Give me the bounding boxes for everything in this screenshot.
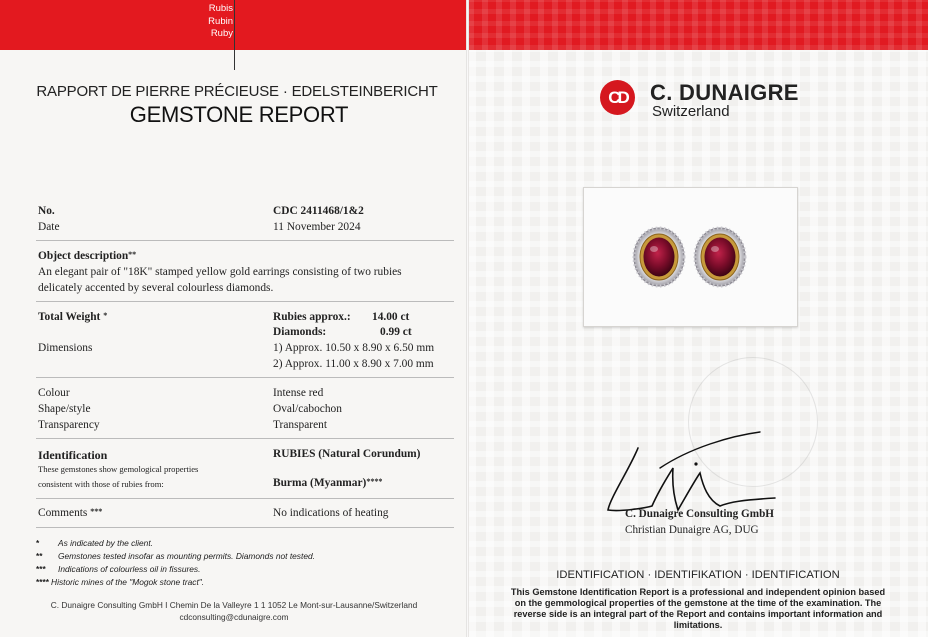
tab-line-de: Rubin bbox=[208, 15, 233, 27]
divider bbox=[36, 498, 454, 499]
shape-value: Oval/cabochon bbox=[273, 403, 342, 415]
object-description-text: Object description bbox=[38, 250, 129, 262]
divider bbox=[36, 301, 454, 302]
footnote-mark: ** bbox=[36, 551, 43, 561]
footnote-text: As indicated by the client. bbox=[58, 538, 153, 548]
footnote-4 bbox=[36, 577, 204, 587]
total-weight-label bbox=[38, 311, 107, 323]
total-weight-text: Total Weight bbox=[38, 311, 101, 323]
brand-name: C. DUNAIGRE bbox=[650, 80, 799, 105]
comments-text: Comments bbox=[38, 507, 88, 519]
report-number-label: No. bbox=[38, 205, 55, 217]
footnote-2 bbox=[36, 551, 315, 561]
footnote-text: Gemstones tested insofar as mounting permits. Diamonds not tested. bbox=[58, 551, 315, 561]
diamonds-weight-label: Diamonds: bbox=[273, 326, 327, 338]
origin-value bbox=[273, 477, 382, 489]
identification-value: RUBIES (Natural Corundum) bbox=[273, 448, 421, 460]
footnote-3 bbox=[36, 564, 200, 574]
footnote-text: Indications of colourless oil in fissures. bbox=[58, 564, 201, 574]
divider bbox=[36, 240, 454, 241]
brand-country: Switzerland bbox=[652, 103, 730, 120]
divider bbox=[36, 377, 454, 378]
origin-mark: **** bbox=[366, 477, 383, 486]
identification-statement: This Gemstone Identification Report is a professional and independent opinion based on the gemmological properties of the gemstone at the time of the examination. The reverse side is an integral part of the Report and contains important information and limitations. bbox=[510, 587, 886, 630]
footnote-mark: **** bbox=[36, 577, 50, 587]
signatory-person: Christian Dunaigre AG, DUG bbox=[625, 524, 759, 536]
object-description-label bbox=[38, 250, 136, 262]
footnote-mark: *** bbox=[36, 564, 46, 574]
signatory-company: C. Dunaigre Consulting GmbH bbox=[625, 508, 774, 520]
colour-value: Intense red bbox=[273, 387, 324, 399]
diamonds-weight-value: 0.99 ct bbox=[380, 326, 412, 338]
dimensions-label: Dimensions bbox=[38, 342, 93, 354]
red-header-band-right bbox=[468, 0, 928, 50]
right-page bbox=[468, 50, 928, 637]
right-earring bbox=[695, 228, 745, 286]
divider bbox=[36, 527, 454, 528]
comments-value: No indications of heating bbox=[273, 507, 389, 519]
rubies-weight-value: 14.00 ct bbox=[372, 311, 410, 323]
footnote-mark: * bbox=[36, 538, 40, 548]
tab-line-en: Ruby bbox=[210, 28, 233, 39]
identification-note-line-2: consistent with those of rubies from: bbox=[38, 479, 164, 489]
left-earring bbox=[634, 228, 684, 286]
footer-email[interactable]: cdconsulting@cdunaigre.com bbox=[179, 612, 289, 622]
rubies-weight-label: Rubies approx.: bbox=[273, 311, 351, 323]
gem-type-tab bbox=[203, 3, 233, 41]
report-subtitle: RAPPORT DE PIERRE PRÉCIEUSE · EDELSTEINBERICHT bbox=[36, 83, 438, 100]
report-date-label: Date bbox=[38, 221, 60, 233]
dimensions-value-2: 2) Approx. 11.00 x 8.90 x 7.00 mm bbox=[273, 358, 434, 370]
report-number-value: CDC 2411468/1&2 bbox=[273, 205, 364, 217]
earrings-illustration bbox=[584, 188, 797, 326]
origin-text: Burma (Myanmar) bbox=[273, 477, 367, 489]
divider bbox=[36, 438, 454, 439]
dimensions-value-1: 1) Approx. 10.50 x 8.90 x 6.50 mm bbox=[273, 342, 435, 354]
identification-note-line-1: These gemstones show gemological properties bbox=[38, 464, 199, 474]
tab-divider bbox=[234, 0, 235, 70]
earrings-photo bbox=[583, 187, 798, 327]
colour-label: Colour bbox=[38, 387, 70, 399]
shape-label: Shape/style bbox=[38, 403, 91, 415]
brand-logo-icon: CD bbox=[600, 80, 635, 115]
report-date-value: 11 November 2024 bbox=[273, 221, 361, 233]
tab-line-fr: Rubis bbox=[208, 3, 233, 14]
transparency-value: Transparent bbox=[273, 419, 327, 431]
object-description-mark: ** bbox=[128, 250, 137, 259]
footer-address: C. Dunaigre Consulting GmbH I Chemin De la Valleyre 1 1 1052 Le Mont-sur-Lausanne/Switzerland bbox=[50, 600, 418, 610]
comments-label bbox=[38, 507, 102, 519]
object-description-line-2: delicately accented by several colourless diamonds. bbox=[38, 282, 274, 294]
total-weight-mark: * bbox=[103, 311, 108, 320]
footnote-text: Historic mines of the "Mogok stone tract". bbox=[51, 577, 205, 587]
footnote-1 bbox=[36, 538, 153, 548]
transparency-label: Transparency bbox=[38, 419, 100, 431]
object-description-line-1: An elegant pair of "18K" stamped yellow gold earrings consisting of two rubies bbox=[38, 266, 402, 278]
comments-mark: *** bbox=[90, 507, 103, 516]
identification-label: Identification bbox=[38, 448, 108, 462]
report-title: GEMSTONE REPORT bbox=[129, 102, 349, 127]
identification-heading: IDENTIFICATION · IDENTIFIKATION · IDENTIFICATION bbox=[556, 569, 840, 581]
